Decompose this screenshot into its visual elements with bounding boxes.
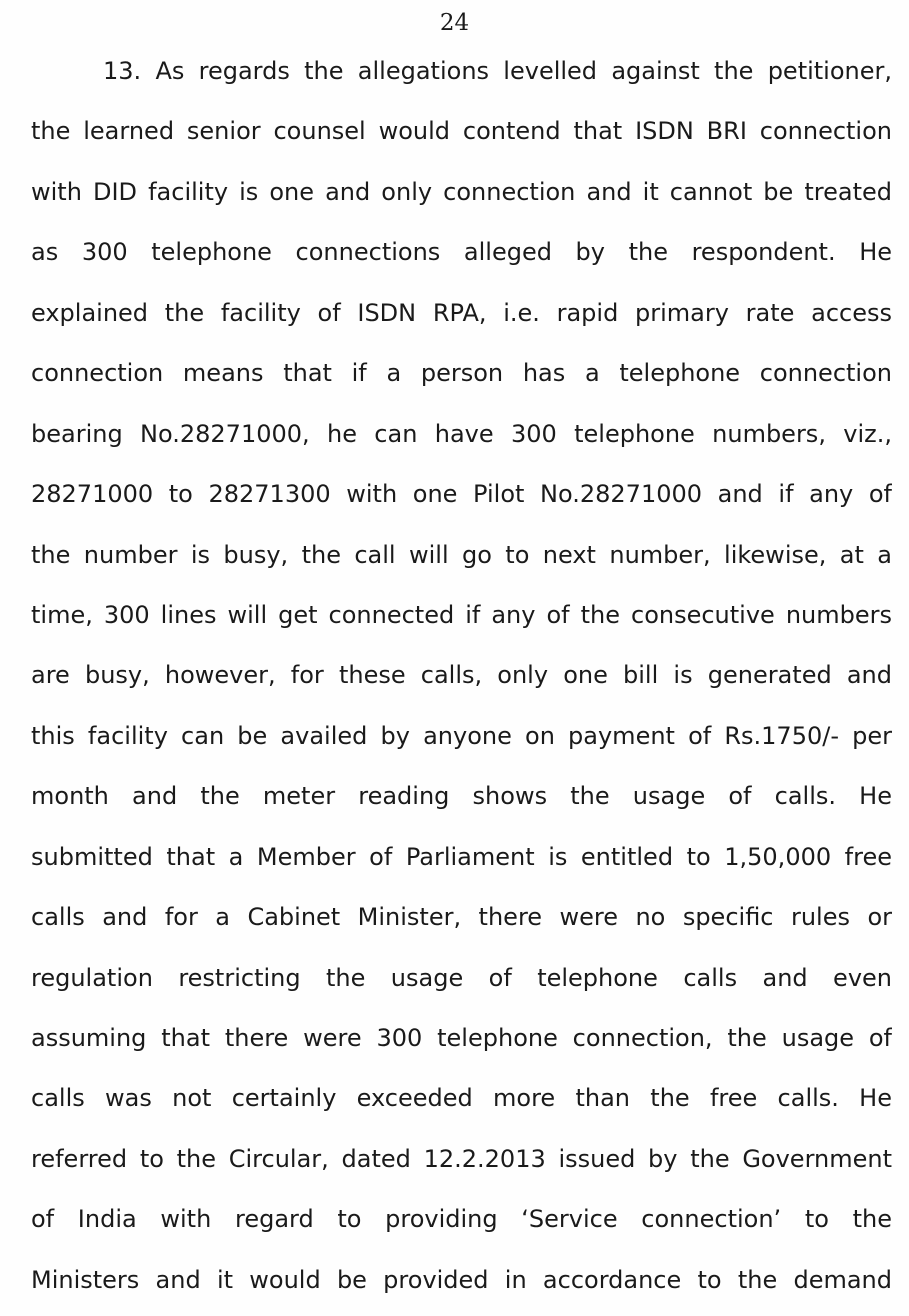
- text-line: submitted that a Member of Parliament is entitled to 1,50,000 free: [31, 842, 892, 871]
- paragraph-13: [0, 41, 909, 1310]
- text-line: with DID facility is one and only connection and it cannot be treated: [31, 177, 892, 206]
- text-line: explained the facility of ISDN RPA, i.e. rapid primary rate access: [31, 298, 892, 327]
- text-line: Ministers and it would be provided in accordance to the demand: [31, 1265, 892, 1294]
- text-line: assuming that there were 300 telephone connection, the usage of: [31, 1024, 892, 1052]
- text-line: connection means that if a person has a telephone connection: [31, 359, 892, 388]
- text-line: this facility can be availed by anyone on payment of Rs.1750/- per: [31, 721, 892, 750]
- text-line: as 300 telephone connections alleged by the respondent. He: [31, 238, 892, 267]
- text-line: calls and for a Cabinet Minister, there were no specific rules or: [31, 903, 892, 932]
- text-line: are busy, however, for these calls, only one bill is generated and: [31, 661, 892, 690]
- text-line: time, 300 lines will get connected if any of the consecutive numbers: [31, 600, 892, 629]
- text-line: of India with regard to providing ‘Service connection’ to the: [31, 1205, 892, 1234]
- text-line: the learned senior counsel would contend that ISDN BRI connection: [31, 117, 892, 146]
- text-line: 13. As regards the allegations levelled against the petitioner,: [103, 57, 892, 85]
- text-line: month and the meter reading shows the usage of calls. He: [31, 782, 892, 811]
- text-line: calls was not certainly exceeded more than the free calls. He: [31, 1084, 892, 1113]
- text-line: 28271000 to 28271300 with one Pilot No.28271000 and if any of: [31, 480, 892, 509]
- page-number: 24: [439, 10, 470, 36]
- text-line: the number is busy, the call will go to next number, likewise, at a: [31, 540, 892, 569]
- text-line: referred to the Circular, dated 12.2.2013 issued by the Government: [31, 1144, 892, 1173]
- text-line: bearing No.28271000, he can have 300 telephone numbers, viz.,: [31, 419, 892, 448]
- text-line: regulation restricting the usage of telephone calls and even: [31, 963, 892, 992]
